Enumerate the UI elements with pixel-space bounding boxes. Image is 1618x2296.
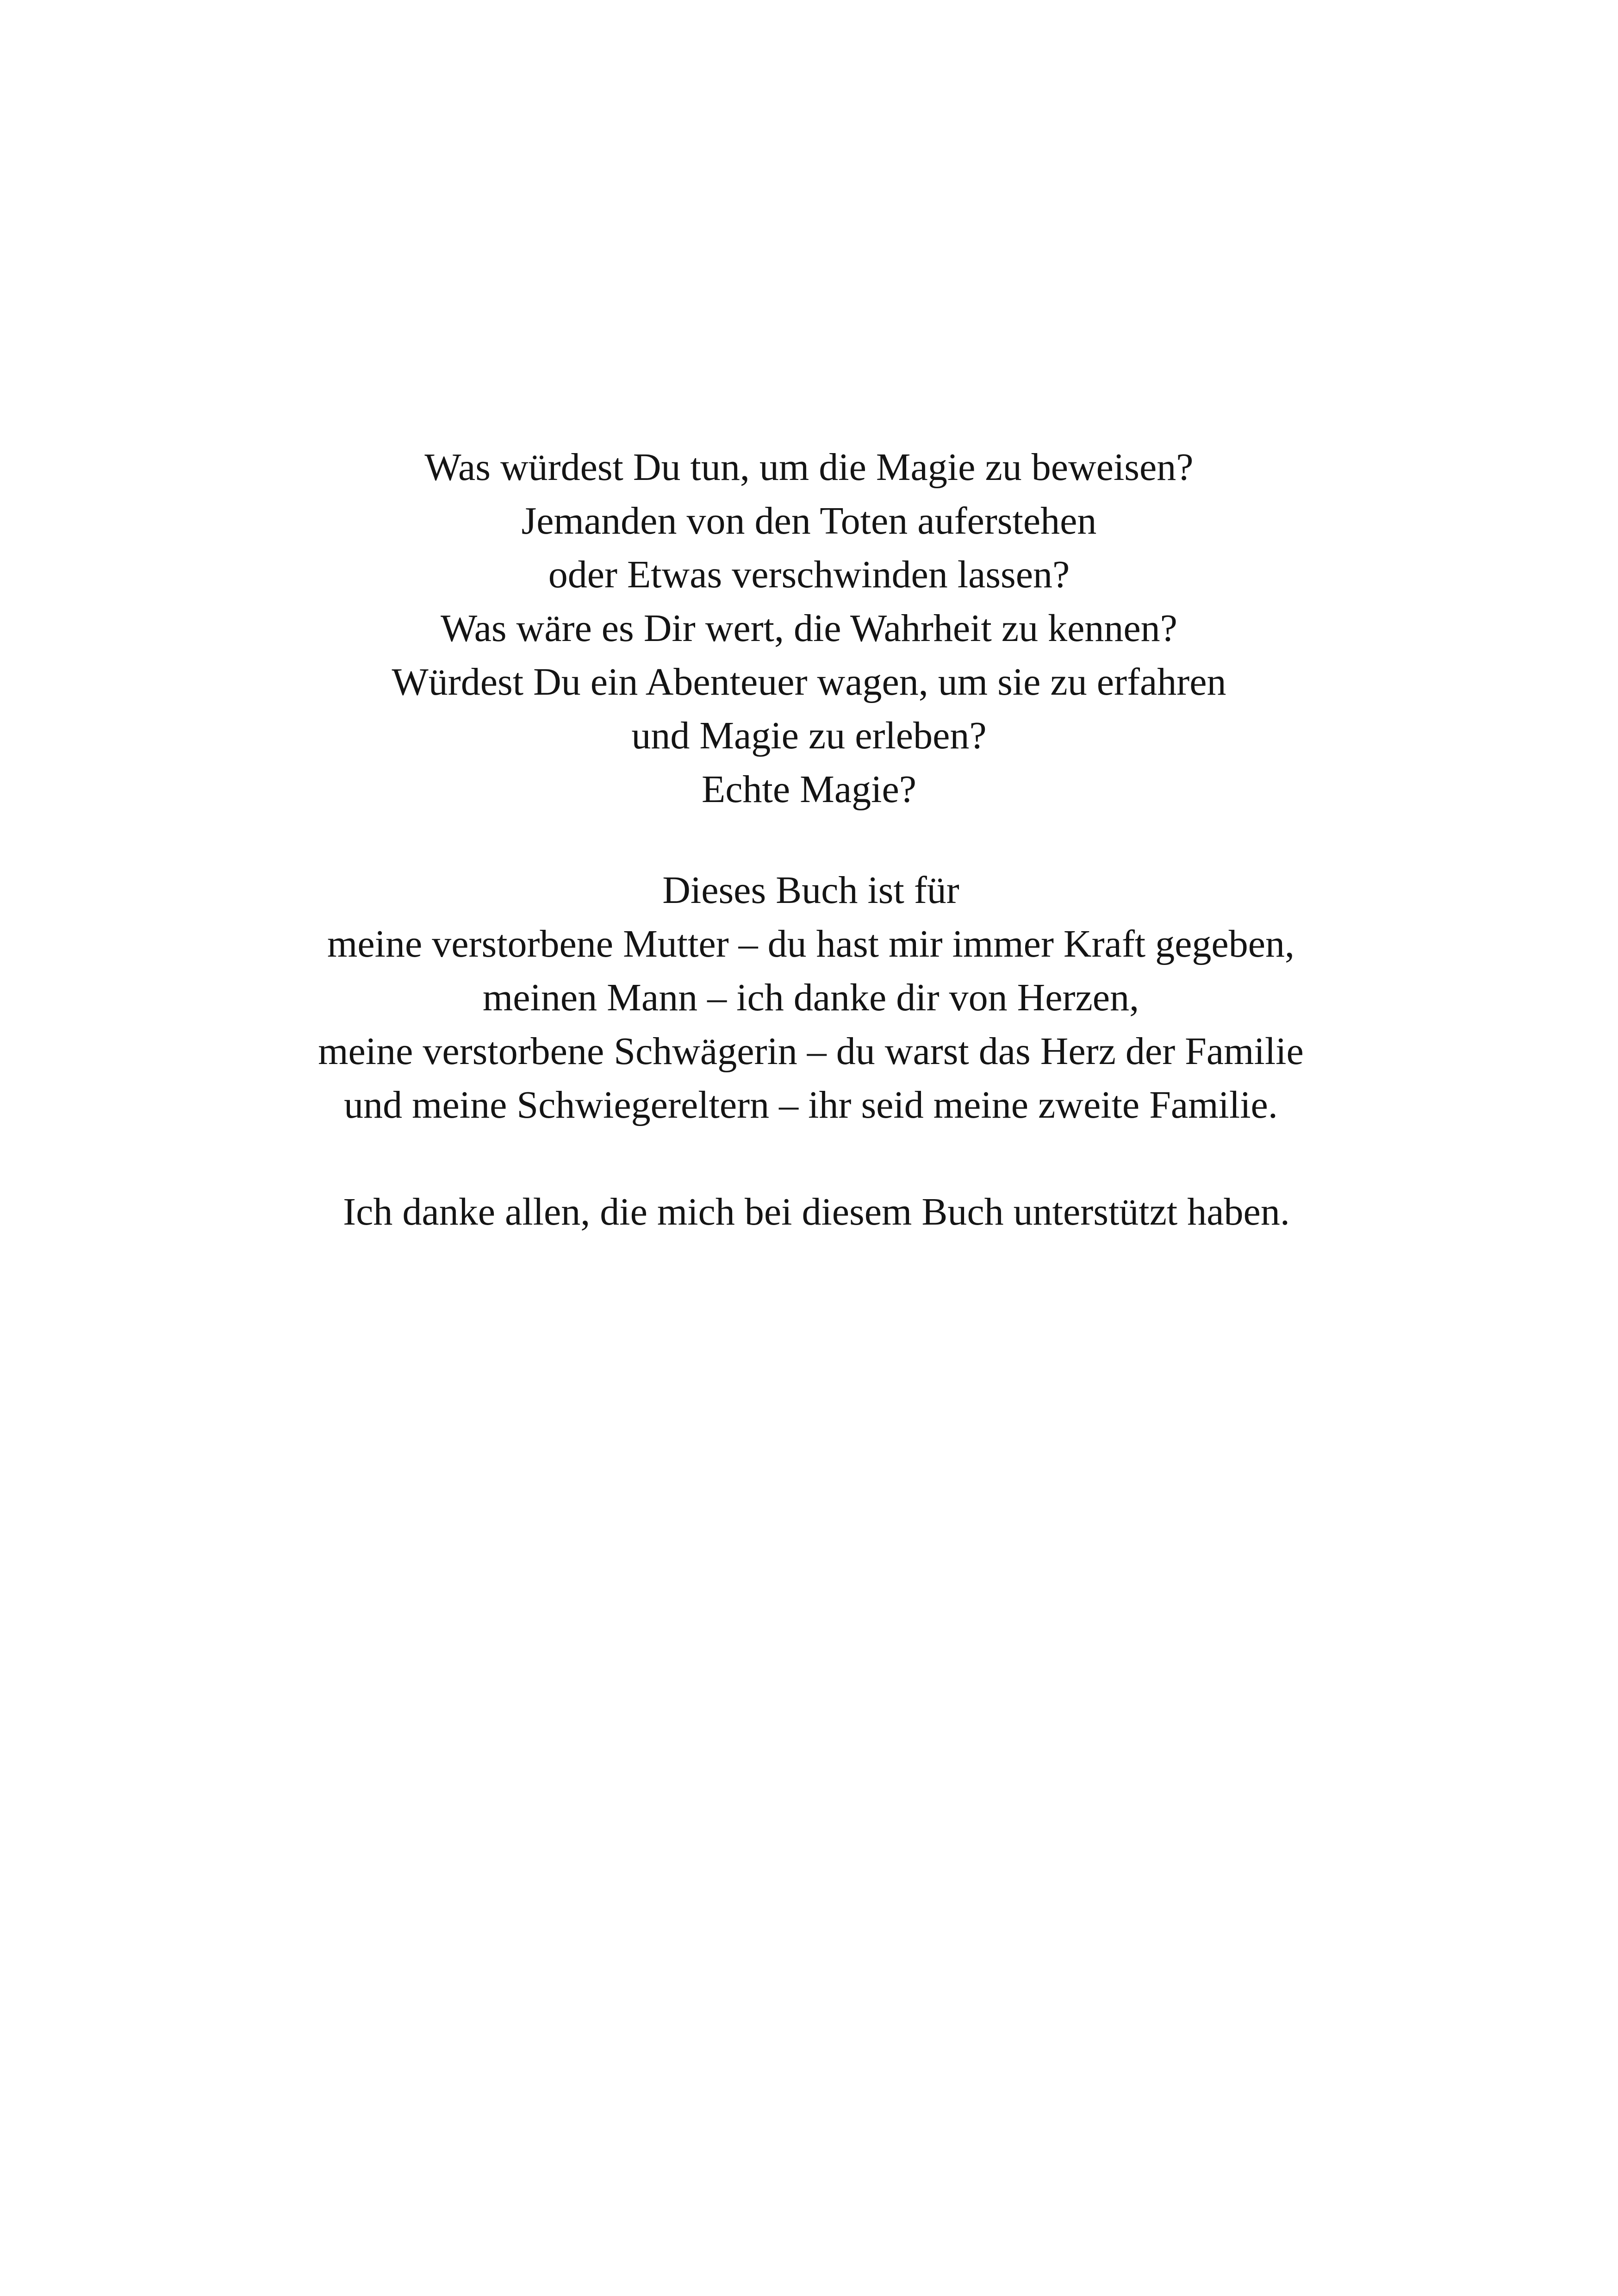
poem-line: Was würdest Du tun, um die Magie zu beweisen? [424,446,1194,489]
acknowledgement [7,1185,1618,1239]
dedication-line: und meine Schwiegereltern – ihr seid meine zweite Familie. [344,1083,1278,1126]
dedication-stanza [2,864,1618,1132]
dedication-line: meinen Mann – ich danke dir von Herzen, [482,976,1139,1019]
poem-line: Würdest Du ein Abenteuer wagen, um sie zu erfahren [392,660,1226,703]
poem-line: Jemanden von den Toten auferstehen [521,499,1097,542]
dedication-line: meine verstorbene Schwägerin – du warst das Herz der Familie [318,1030,1304,1073]
dedication-line: meine verstorbene Mutter – du hast mir immer Kraft gegeben, [327,922,1294,965]
poem-line: und Magie zu erleben? [631,714,987,757]
poem-line: Was wäre es Dir wert, die Wahrheit zu kennen? [441,607,1177,650]
poem-line: Echte Magie? [701,768,917,811]
poem-stanza [0,441,1618,816]
dedication-line: Dieses Buch ist für [662,869,959,912]
acknowledgement-line: Ich danke allen, die mich bei diesem Buch unterstützt haben. [343,1190,1290,1233]
poem-line: oder Etwas verschwinden lassen? [548,553,1070,596]
